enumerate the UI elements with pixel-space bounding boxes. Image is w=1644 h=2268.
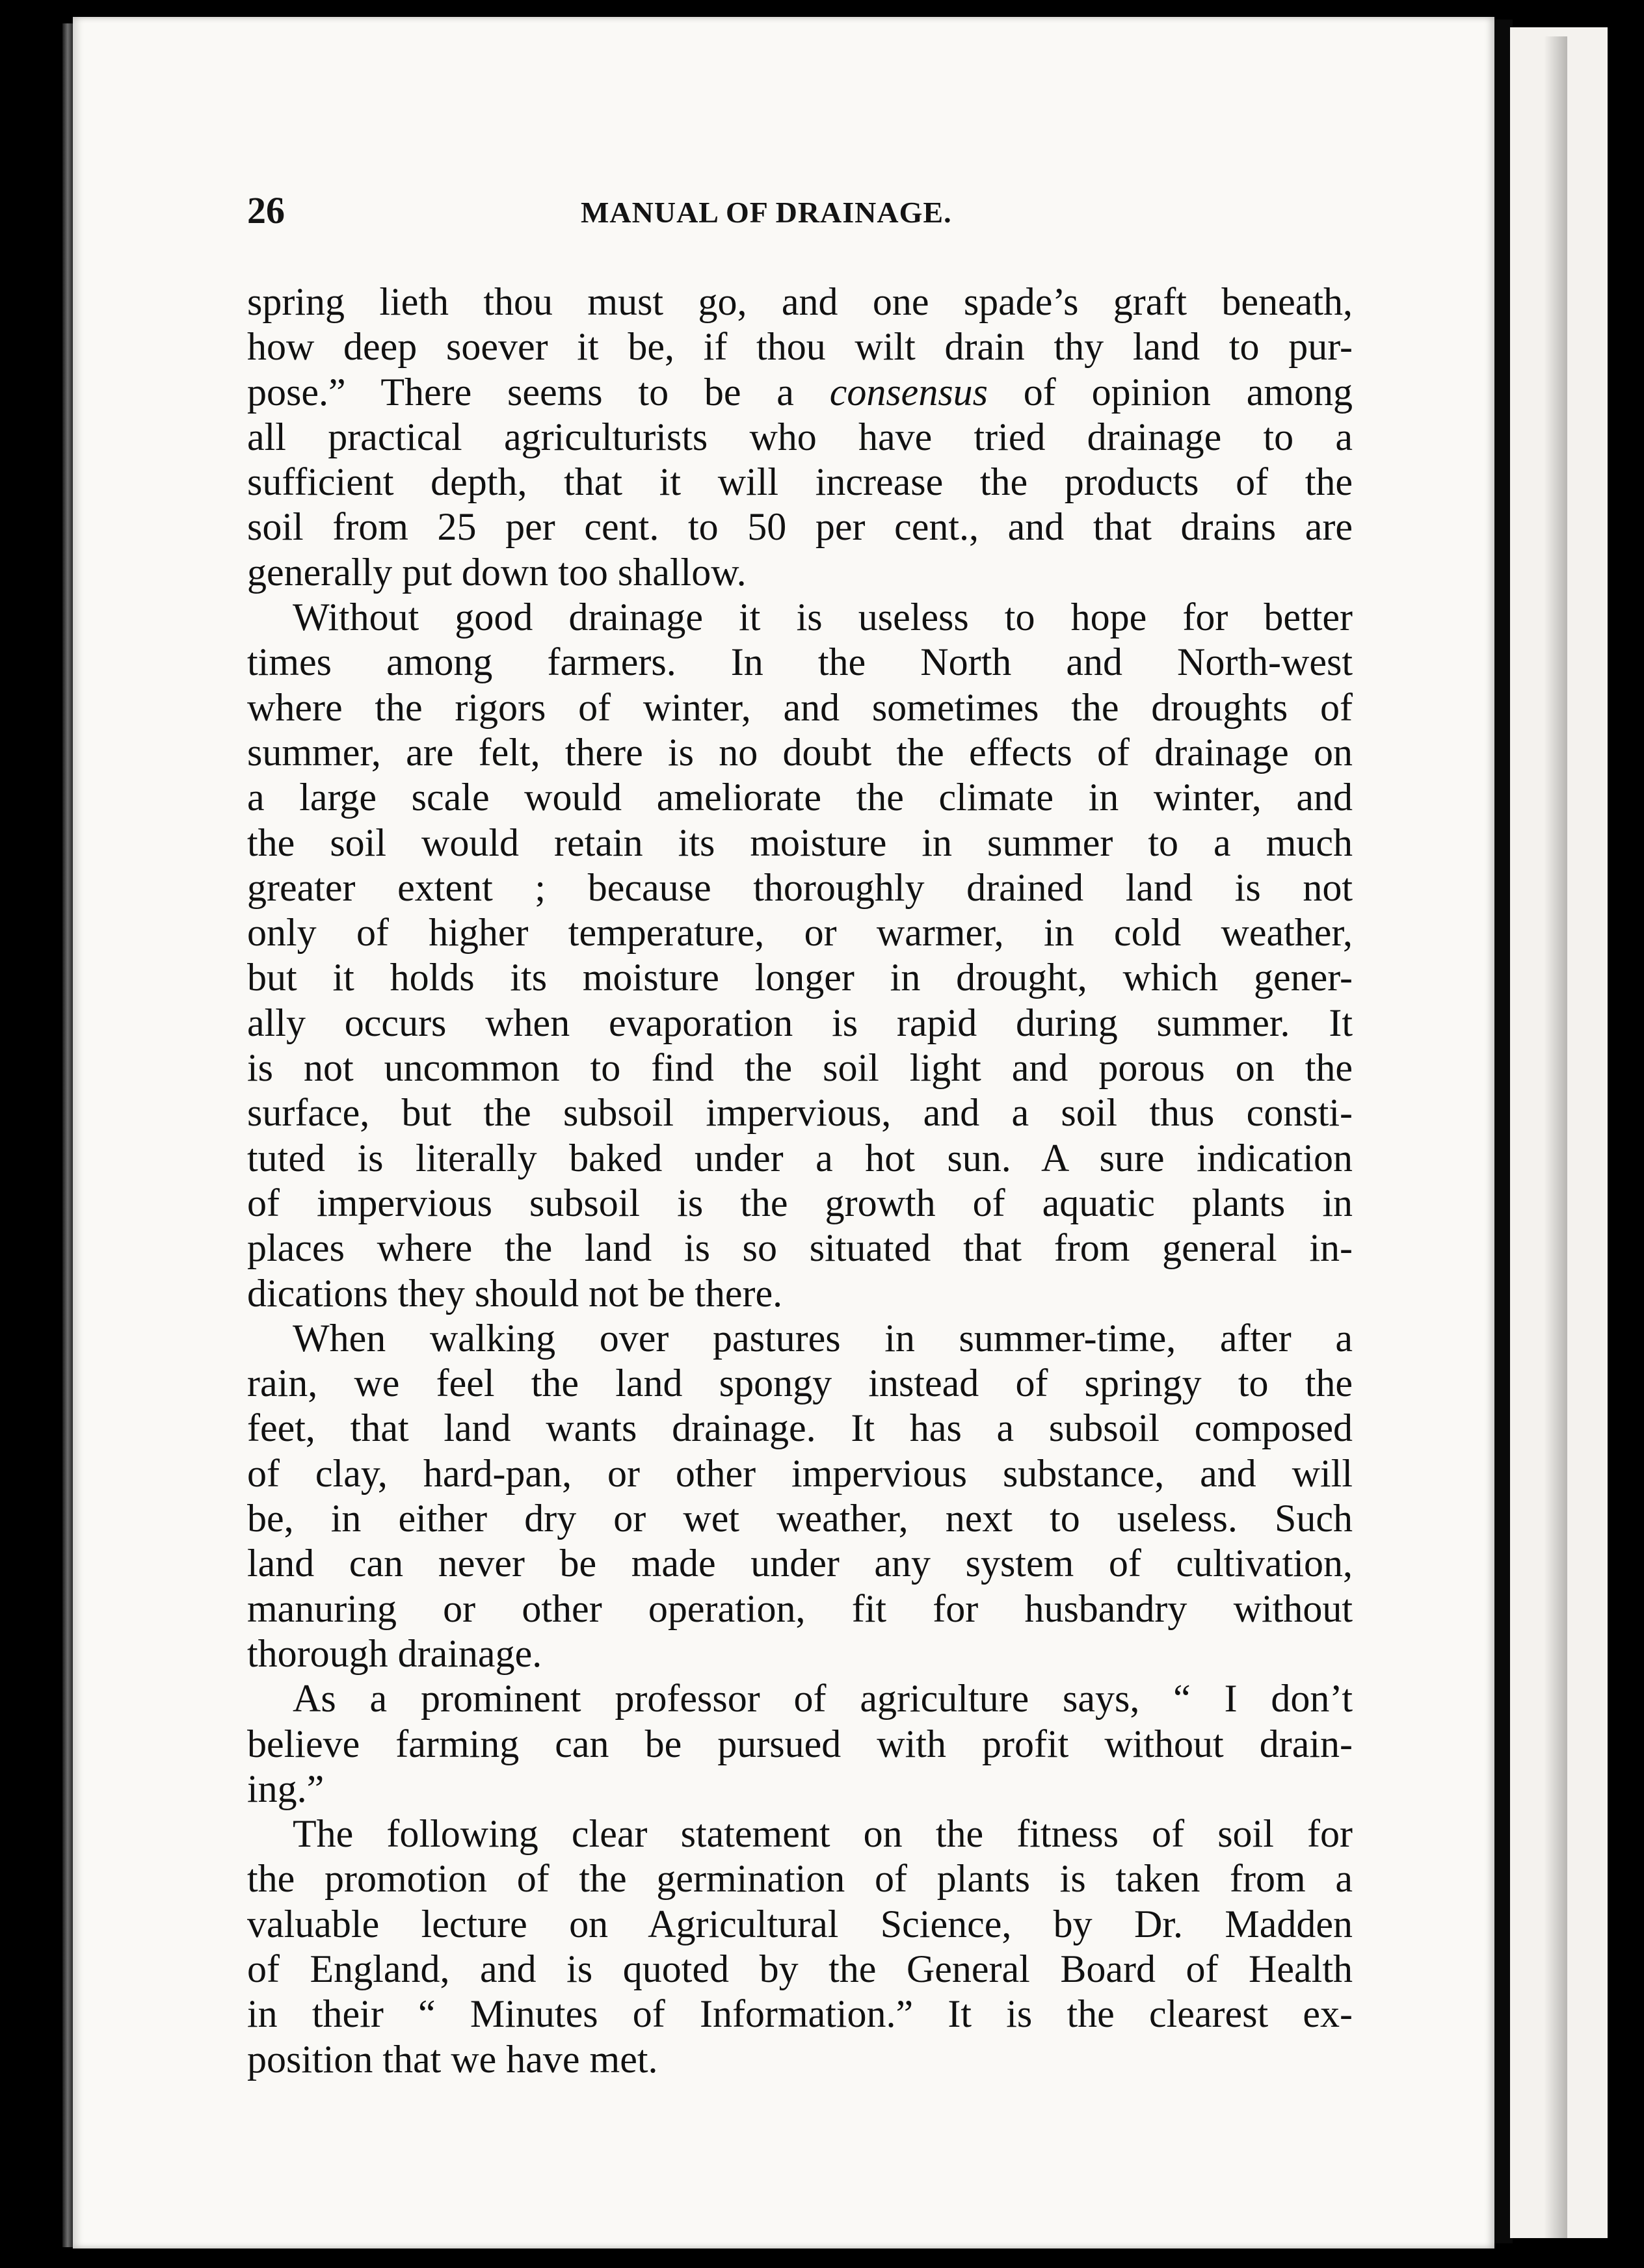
page-number: 26 — [247, 189, 285, 231]
paragraph — [247, 1676, 1353, 1812]
text-line: valuable lecture on Agricultural Science, by Dr. Madden — [247, 1902, 1353, 1945]
text-line: places where the land is so situated that from general in- — [247, 1226, 1353, 1270]
text-line: of impervious subsoil is the growth of aquatic plants in — [247, 1181, 1353, 1224]
text-line: where the rigors of winter, and sometimes the droughts of — [247, 685, 1353, 729]
paragraph — [247, 595, 1353, 1316]
text-line: of clay, hard-pan, or other impervious substance, and will — [247, 1451, 1353, 1495]
page-stack-edge — [62, 23, 73, 2247]
text-line: ally occurs when evaporation is rapid during summer. It — [247, 1001, 1353, 1044]
text-line: greater extent ; because thoroughly drained land is not — [247, 865, 1353, 909]
text-line: believe farming can be pursued with profit without drain- — [247, 1722, 1353, 1765]
paragraph — [247, 1812, 1353, 2082]
text-line: be, in either dry or wet weather, next to useless. Such — [247, 1497, 1353, 1540]
text-line: only of higher temperature, or warmer, in cold weather, — [247, 911, 1353, 955]
running-head — [247, 189, 1353, 241]
text-line: how deep soever it be, if thou wilt drain thy land to pur- — [247, 325, 1353, 369]
text-line: As a prominent professor of agriculture says, “ I don’t — [293, 1677, 1353, 1721]
text-line: rain, we feel the land spongy instead of springy to the — [247, 1362, 1353, 1405]
text-line: surface, but the subsoil impervious, and a soil thus consti- — [247, 1091, 1353, 1135]
text-line: in their “ Minutes of Information.” It is the clearest ex- — [247, 1992, 1353, 2036]
text-line: The following clear statement on the fitness of soil for — [293, 1812, 1353, 1856]
text-line: generally put down too shallow. — [247, 550, 747, 594]
text-line: spring lieth thou must go, and one spade’s graft beneath, — [247, 280, 1353, 323]
text-line: thorough drainage. — [247, 1631, 542, 1675]
body-text — [247, 280, 1353, 2082]
text-line: but it holds its moisture longer in drought, which gener- — [247, 956, 1353, 999]
text-line: land can never be made under any system of cultivation, — [247, 1542, 1353, 1585]
paragraph — [247, 1316, 1353, 1676]
text-line: times among farmers. In the North and North-west — [247, 640, 1353, 684]
text-line: a large scale would ameliorate the climate in winter, and — [247, 776, 1353, 819]
text-line: feet, that land wants drainage. It has a subsoil composed — [247, 1406, 1353, 1450]
paragraph — [247, 280, 1353, 595]
gutter-shadow — [1544, 36, 1567, 2263]
italic-word: consensus — [829, 370, 988, 414]
text-line: tuted is literally baked under a hot sun. A sure indication — [247, 1136, 1353, 1180]
text-line: Without good drainage it is useless to hope for better — [293, 596, 1353, 639]
text-line: summer, are felt, there is no doubt the effects of drainage on — [247, 730, 1353, 774]
text-line: ing.” — [247, 1767, 325, 1810]
text-line: the promotion of the germination of plants is taken from a — [247, 1857, 1353, 1901]
text-line: pose.” There seems to be a consensus of opinion among — [247, 370, 1353, 414]
text-line: soil from 25 per cent. to 50 per cent., and that drains are — [247, 505, 1353, 549]
running-title: MANUAL OF DRAINAGE. — [581, 196, 952, 229]
text-line: manuring or other operation, fit for husbandry without — [247, 1587, 1353, 1630]
text-line: is not uncommon to find the soil light and porous on the — [247, 1046, 1353, 1090]
text-line: position that we have met. — [247, 2037, 658, 2081]
text-line: the soil would retain its moisture in summer to a much — [247, 821, 1353, 864]
text-line: of England, and is quoted by the General Board of Health — [247, 1947, 1353, 1990]
text-line: dications they should not be there. — [247, 1271, 783, 1315]
text-line: When walking over pastures in summer-time, after a — [293, 1316, 1353, 1360]
text-line: all practical agriculturists who have tried drainage to a — [247, 415, 1353, 458]
text-line: sufficient depth, that it will increase the products of the — [247, 460, 1353, 504]
